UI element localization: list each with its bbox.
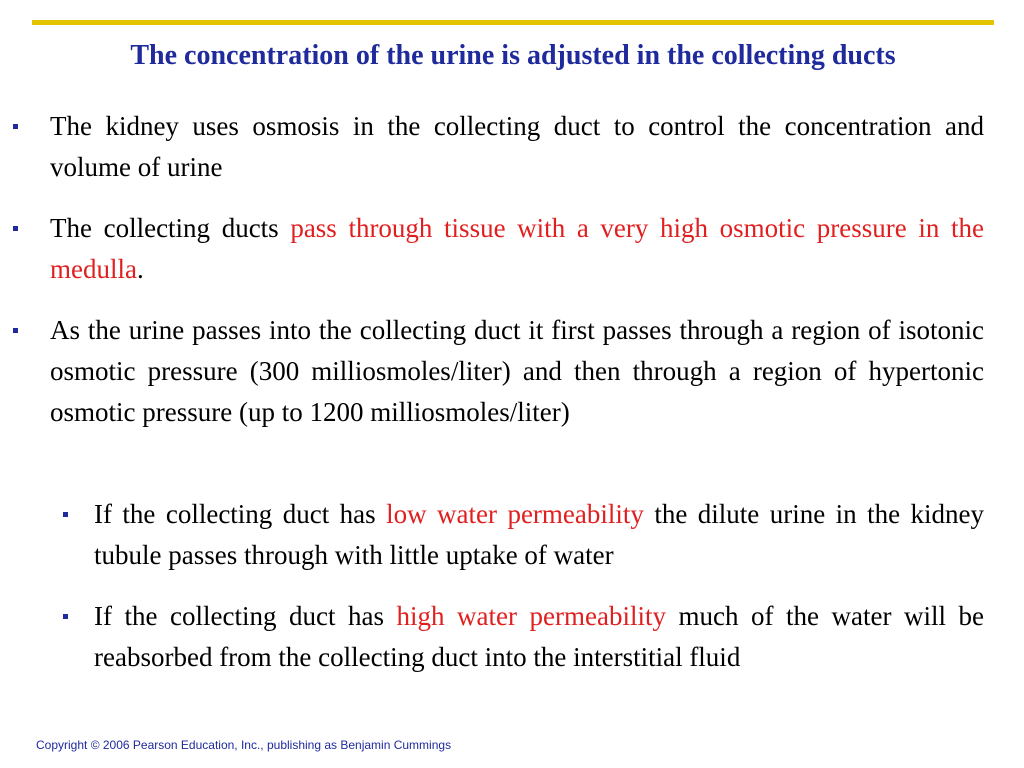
sub-bullet-text-end: much of the water will be reabsorbed from the collecting duct into the interstitial fluid <box>94 601 984 672</box>
bullet-text: The kidney uses osmosis in the collecting duct to control the concentration and volume of urine <box>50 111 984 182</box>
bullet-highlight: pass through tissue with a very high osmotic pressure in the medulla <box>50 213 984 284</box>
slide-title: The concentration of the urine is adjusted in the collecting ducts <box>130 40 896 71</box>
bullet-square-icon <box>13 124 18 129</box>
sub-bullet-item-1 <box>94 494 984 576</box>
sub-bullet-text: If the collecting duct has <box>94 601 397 631</box>
sub-bullet-square-icon <box>63 614 68 619</box>
bullet-text: The collecting ducts <box>50 213 291 243</box>
sub-bullet-text-end: the dilute urine in the kidney tubule passes through with little uptake of water <box>94 499 984 570</box>
copyright-footer: Copyright © 2006 Pearson Education, Inc., publishing as Benjamin Cummings <box>36 738 452 752</box>
bullet-text: As the urine passes into the collecting duct it first passes through a region of isotonic osmotic pressure (300 milliosmoles/liter) and then through a region of hypertonic osmotic pressure (up to 1200 milliosmoles/liter) <box>50 315 984 427</box>
sub-bullet-item-2 <box>94 596 984 678</box>
sub-bullet-text: If the collecting duct has <box>94 499 387 529</box>
sub-bullet-square-icon <box>63 512 68 517</box>
bullet-item-1 <box>50 106 984 188</box>
bullet-item-2 <box>50 208 984 290</box>
sub-bullet-highlight: low water permeability <box>386 499 644 529</box>
bullet-square-icon <box>13 328 18 333</box>
bullet-square-icon <box>13 226 18 231</box>
sub-bullet-highlight: high water permeability <box>396 601 666 631</box>
bullet-item-3 <box>50 310 984 433</box>
bullet-text-end: . <box>136 254 144 284</box>
